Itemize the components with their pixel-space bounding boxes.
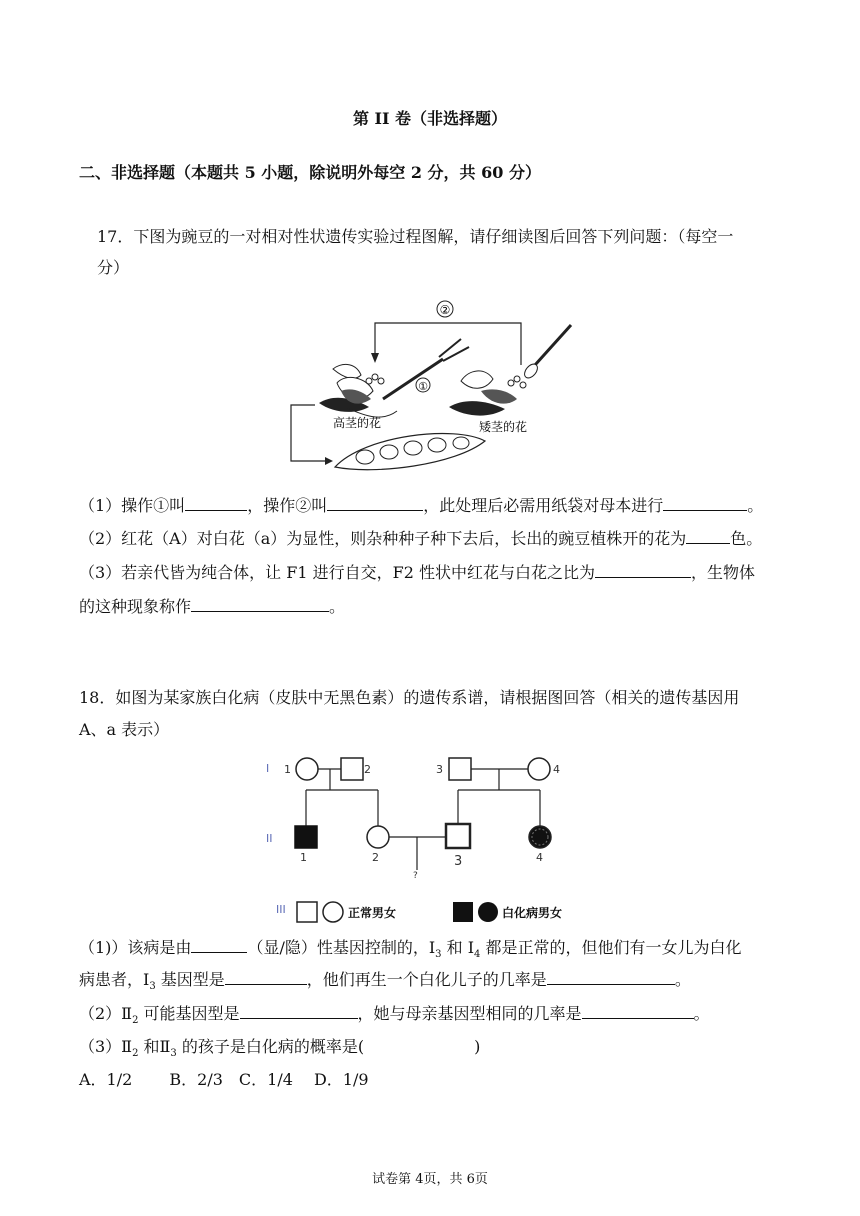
q17-stem-line1: 17．下图为豌豆的一对相对性状遗传实验过程图解，请仔细读图后回答下列问题：（每空一 <box>97 227 734 246</box>
q18-options: A．1/2 B．2/3 C．1/4 D．1/9 <box>79 1070 369 1089</box>
number-label: 2 <box>372 851 379 864</box>
pedigree-chart <box>250 752 610 928</box>
q17-stem-line2: 分） <box>97 258 130 277</box>
legend-affected-female-symbol <box>478 902 498 922</box>
number-label: 3 <box>436 763 443 776</box>
pea-experiment-figure <box>285 295 585 480</box>
answer-blank[interactable] <box>191 937 247 953</box>
op2-label: ② <box>439 303 451 317</box>
answer-blank[interactable] <box>582 1003 694 1019</box>
q17-part2: （2）红花（A）对白花（a）为显性，则杂种种子种下去后，长出的豌豆植株开的花为 色。 <box>79 529 763 548</box>
short-flower-drawing <box>449 371 526 416</box>
answer-blank[interactable] <box>595 562 691 578</box>
answer-blank[interactable] <box>185 495 247 511</box>
female-normal-symbol <box>367 826 389 848</box>
q17-part1: （1）操作①叫 ，操作②叫 ，此处理后必需用纸袋对母本进行 。 <box>79 496 764 515</box>
number-label: 1 <box>300 851 307 864</box>
q17-part3-line2: 的这种现象称作 。 <box>79 597 346 616</box>
q18-stem-line1: 18．如图为某家族白化病（皮肤中无黑色素）的遗传系谱，请根据图回答（相关的遗传基因用 <box>79 688 740 707</box>
male-normal-symbol <box>449 758 471 780</box>
q18-part1-line1: （1)）该病是由 （显/隐）性基因控制的，$I_3$ 和 $I_4$ 都是正常的，但他们有一女儿为白化 <box>79 938 742 961</box>
male-normal-symbol <box>446 824 470 848</box>
brush-drawing <box>522 325 571 380</box>
seed-arrowhead <box>325 457 333 465</box>
q18-stem-line2: A、a 表示） <box>79 720 170 739</box>
female-normal-symbol <box>528 758 550 780</box>
female-normal-symbol <box>296 758 318 780</box>
q18-part2: $(2)Ⅱ_2$ 可能基因型是 ，她与母亲基因型相同的几率是 。 <box>79 1004 710 1027</box>
number-label: 3 <box>454 854 463 869</box>
male-affected-symbol <box>295 826 317 848</box>
answer-blank[interactable] <box>663 495 747 511</box>
number-label: 4 <box>536 851 543 864</box>
number-label: 2 <box>364 763 371 776</box>
number-label: 4 <box>553 763 560 776</box>
page-footer: 试卷第 4页，共 6页 <box>372 1172 488 1187</box>
answer-blank[interactable] <box>327 495 423 511</box>
answer-blank[interactable] <box>240 1003 358 1019</box>
seed-arrow-line <box>291 405 327 461</box>
male-normal-symbol <box>341 758 363 780</box>
part-heading: 二、非选择题（本题共 5 小题，除说明外每空 2 分，共 60 分） <box>79 163 541 182</box>
answer-blank[interactable] <box>225 969 307 985</box>
op1-label: ① <box>418 380 428 393</box>
tall-flower-label: 高茎的花 <box>332 416 382 430</box>
op2-arrowhead <box>371 353 379 363</box>
legend-normal-female-symbol <box>323 902 343 922</box>
short-flower-label: 矮茎的花 <box>478 420 528 434</box>
answer-blank[interactable] <box>686 528 730 544</box>
number-label: 1 <box>284 763 291 776</box>
legend-normal-label: 正常男女 <box>348 906 397 920</box>
generation-label-3: III <box>276 903 286 916</box>
generation-label-2: II <box>266 832 273 845</box>
legend-albino-label: 白化病男女 <box>502 906 563 920</box>
section-title: 第 II 卷（非选择题） <box>352 109 508 128</box>
tall-flower-drawing <box>319 364 397 417</box>
unknown-child-mark: ? <box>413 871 418 881</box>
q18-part3: $(3)Ⅱ_2$ 和$Ⅱ_3$ 的孩子是白化病的概率是( ) <box>79 1037 481 1060</box>
answer-blank[interactable] <box>547 969 675 985</box>
legend-normal-male-symbol <box>297 902 317 922</box>
generation-label-1: I <box>266 762 270 775</box>
q17-part3-line1: （3）若亲代皆为纯合体，让 F1 进行自交，F2 性状中红花与白花之比为 ，生物体 <box>79 563 756 582</box>
q18-part1-line2: 病患者，$I_3$ 基因型是 ，他们再生一个白化儿子的几率是 。 <box>79 970 691 993</box>
pea-pod-drawing <box>335 433 485 469</box>
answer-blank[interactable] <box>191 596 329 612</box>
legend-affected-male-symbol <box>453 902 473 922</box>
